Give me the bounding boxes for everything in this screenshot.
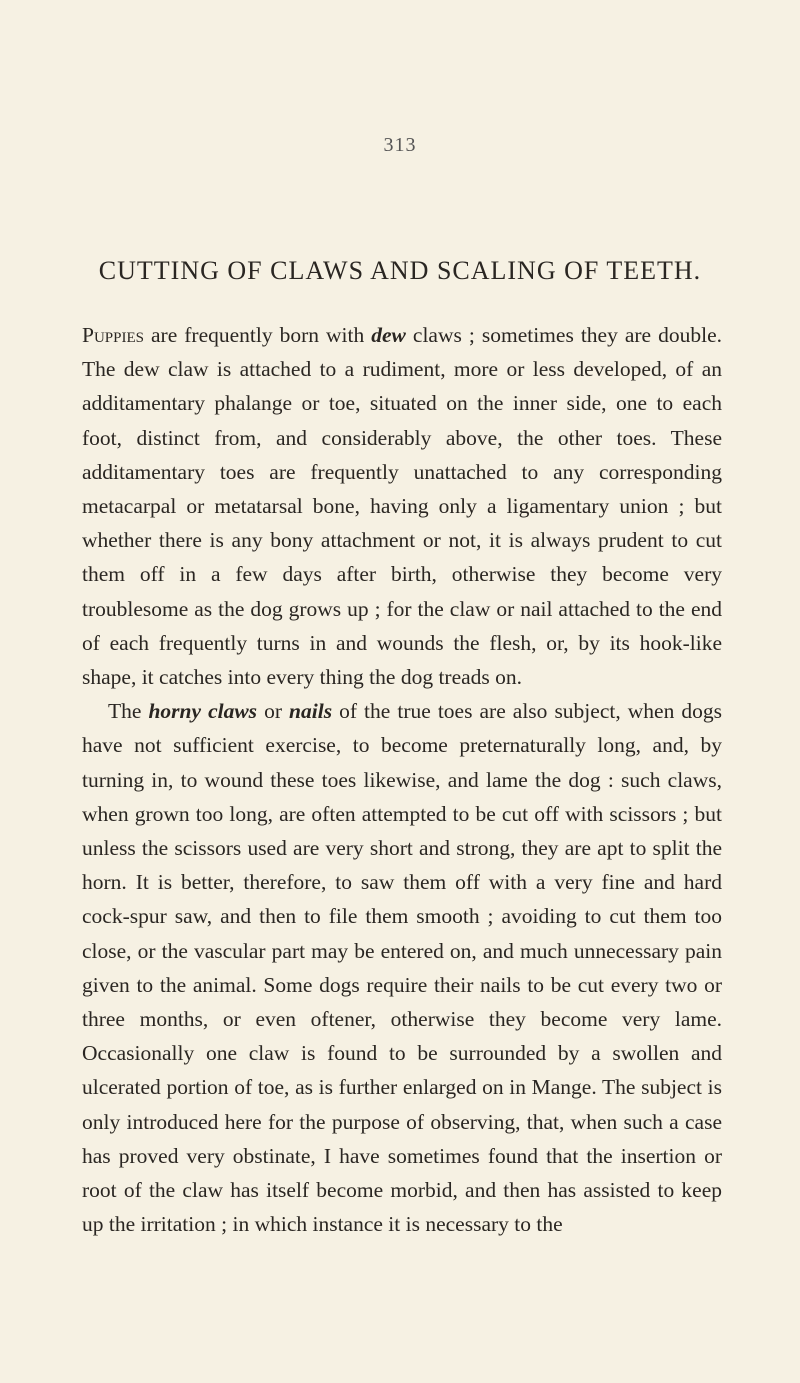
paragraph-1 xyxy=(82,318,722,694)
emphasis-dew: dew xyxy=(371,323,406,347)
paragraph-text: are frequently born with xyxy=(143,323,372,347)
emphasis-nails: nails xyxy=(289,699,333,724)
paragraph-text: of the true toes are also subject, when dogs have not sufficient exercise, to become preternaturally long, and, by turning in, to wound these toes likewise, and lame the dog : such claws, when grown too long, are often attempted to be cut off with scissors ; but unless the scissors used are very short and strong, they are apt to split the horn. It is better, therefore, to saw them off with a very fine and hard cock-spur saw, and then to file them smooth ; avoiding to cut them too close, or the vascular part may be entered on, and much unnecessary pain given to the animal. Some dogs require their nails to be cut every two or three months, or even oftener, otherwise they become very lame. Occasionally one claw is found to be surrounded by a swollen and ulcerated portion of toe, as is further enlarged on in Mange. The subject is only introduced here for the purpose of observing, that, when such a case has proved very obstinate, I have sometimes found that the insertion or root of the claw has itself become morbid, and then has assisted to keep up the irritation ; in which instance it is necessary to the xyxy=(82,699,722,1237)
chapter-heading: CUTTING OF CLAWS AND SCALING OF TEETH. xyxy=(98,256,702,285)
paragraph-lead-word: Puppies xyxy=(82,323,144,347)
paragraph-text: or xyxy=(257,699,290,724)
body-text xyxy=(82,318,722,1241)
page-number: 313 xyxy=(383,134,417,156)
paragraph-text: claws ; sometimes they are double. The dew claw is attached to a rudiment, more or less developed, of an additamentary phalange or toe, situated on the inner side, one to each foot, distinct from, and considerably above, the other toes. These additamentary toes are frequently unattached to any corresponding metacarpal or metatarsal bone, having only a ligamentary union ; but whether there is any bony attachment or not, it is always prudent to cut them off in a few days after birth, otherwise they become very troublesome as the dog grows up ; for the claw or nail attached to the end of each frequently turns in and wounds the flesh, or, by its hook-like shape, it catches into every thing the dog treads on. xyxy=(82,323,722,690)
paragraph-text: The xyxy=(108,699,149,724)
paragraph-2 xyxy=(82,694,722,1241)
emphasis-horny-claws: horny claws xyxy=(148,699,258,724)
